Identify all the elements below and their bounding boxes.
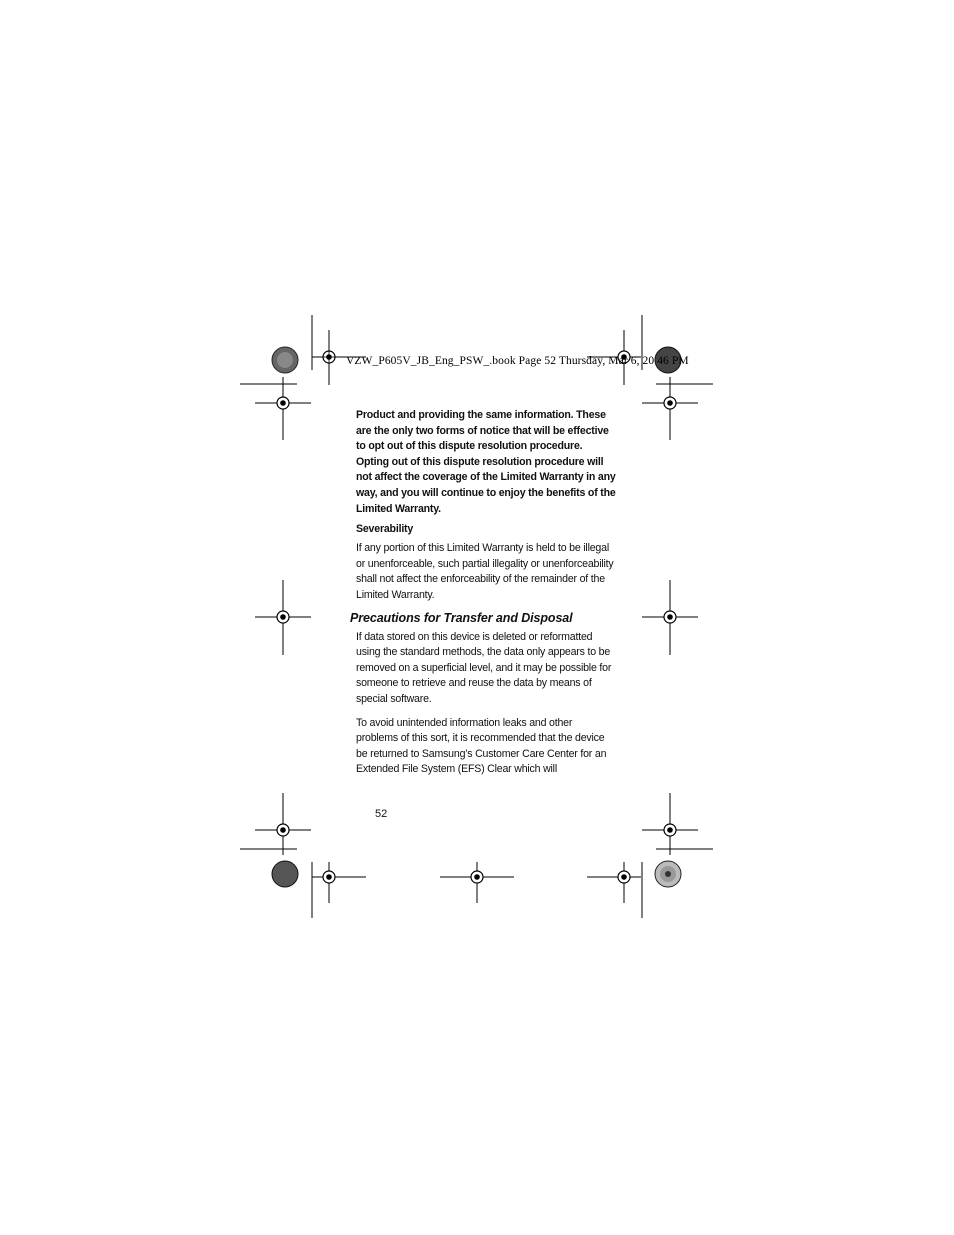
precautions-heading: Precautions for Transfer and Disposal bbox=[350, 610, 573, 625]
page-number: 52 bbox=[375, 808, 388, 820]
page-content bbox=[350, 408, 616, 778]
precautions-paragraph-1: If data stored on this device is deleted or reformatted using the standard methods, the data only appears to be removed on a superficial level, and it may be possible for someone to retrieve and reuse the data by means of special software. bbox=[356, 630, 612, 705]
severability-paragraph: If any portion of this Limited Warranty is held to be illegal or unenforceable, such partial illegality or unenforceability shall not affect the enforceability of the remainder of the Limited Warranty. bbox=[356, 542, 614, 601]
print-slug: VZW_P605V_JB_Eng_PSW_.book Page 52 Thursday, Mar 6, 20 46 PM bbox=[346, 355, 689, 367]
opt-out-paragraph: Product and providing the same information. These are the only two forms of notice that will be effective to opt out of this dispute resolution procedure. Opting out of this dispute resolution procedure will not affect the coverage of the Limited Warranty in any way, and you will continue to enjoy the benefits of the Limited Warranty. bbox=[356, 409, 616, 515]
precautions-paragraph-2: To avoid unintended information leaks and other problems of this sort, it is recommended that the device be returned to Samsung’s Customer Care Center for an Extended File System (EFS) Clear which will bbox=[356, 716, 607, 776]
severability-heading: Severability bbox=[356, 523, 414, 536]
